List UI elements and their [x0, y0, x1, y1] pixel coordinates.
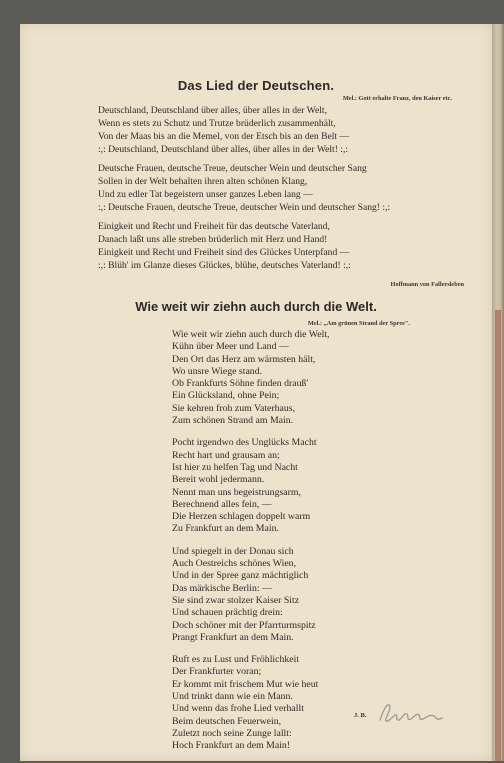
stanza [98, 220, 458, 272]
verse-line: Und zu edler Tat begeistern unser ganzes Leben lang — [98, 189, 313, 200]
verse-line: Die Herzen schlagen doppelt warm [172, 511, 311, 523]
verse-line: Ist hier zu helfen Tag und Nacht [172, 461, 298, 473]
verse-line: Sie sind zwar stolzer Kaiser Sitz [172, 594, 300, 606]
verse-line: :,: Blüh' im Glanze dieses Glückes, blühe, deutsches Vaterland! :,: [98, 260, 351, 271]
verse-line: Ein Glücksland, ohne Pein; [172, 390, 280, 402]
verse-line: Wie weit wir ziehn auch durch die Welt, [172, 329, 330, 340]
verse-line: Ob Frankfurts Söhne finden drauß' [172, 378, 309, 390]
verse-line: :,: Deutschland, Deutschland über alles, über alles in der Welt! :,: [98, 144, 349, 155]
verse-line: Sie kehren froh zum Vaterhaus, [172, 402, 296, 414]
song1-title: Das Lied der Deutschen. [177, 78, 335, 93]
verse-line: Ruft es zu Lust und Fröhlichkeit [172, 654, 300, 666]
verse-line: Nennt man uns begeistrungsarm, [172, 486, 301, 498]
song2-melody: Mel.: „Am grünen Strand der Spree". [307, 320, 410, 327]
verse-line: Pocht irgendwo des Unglücks Macht [172, 437, 317, 449]
handwritten-signature [376, 700, 446, 726]
verse-line: Den Ort das Herz am wärmsten hält, [172, 353, 316, 365]
verse-line: Recht hart und grausam an; [172, 449, 280, 461]
verse-line: Von der Maas bis an die Memel, von der Etsch bis an den Belt — [98, 131, 350, 142]
song1-lyrics [98, 104, 458, 278]
binding-ribbon [495, 310, 501, 761]
verse-line: Auch Oestreichs schönes Wien, [172, 558, 297, 570]
verse-line: Einigkeit und Recht und Freiheit für das deutsche Vaterland, [98, 221, 330, 232]
verse-line: Doch schöner mit der Pfarrturmspitz [172, 619, 316, 631]
verse-line: Beim deutschen Feuerwein, [172, 715, 282, 727]
verse-line: Zu Frankfurt an dem Main. [172, 523, 279, 535]
verse-line: Kühn über Meer und Land — [172, 341, 289, 353]
verse-line: Und schauen prächtig drein: [172, 607, 283, 619]
verse-line: Der Frankfurter voran; [172, 666, 262, 678]
verse-line: Und in der Spree ganz mächtiglich [172, 570, 309, 582]
page-sheet [20, 24, 492, 761]
verse-line: Zuletzt noch seine Zunge lallt: [172, 727, 292, 739]
verse-line: :,: Deutsche Frauen, deutsche Treue, deutscher Wein und deutscher Sang! :,: [98, 202, 391, 213]
song2-title: Wie weit wir ziehn auch durch die Welt. [135, 299, 377, 314]
verse-line: Danach laßt uns alle streben brüderlich mit Herz und Hand! [98, 234, 328, 245]
verse-line: Wo unsre Wiege stand. [172, 365, 263, 377]
verse-line: Bereit wohl jedermann. [172, 474, 265, 486]
verse-line: Deutsche Frauen, deutsche Treue, deutscher Wein und deutscher Sang [98, 163, 367, 174]
verse-line: Und wenn das frohe Lied verhallt [172, 703, 304, 715]
stanza [172, 546, 422, 644]
verse-line: Wenn es stets zu Schutz und Trutze brüderlich zusammenhält, [98, 118, 336, 129]
stanza [172, 329, 422, 427]
song1-author: Hoffmann von Fallersleben [390, 281, 464, 288]
verse-line: Das märkische Berlin: — [172, 582, 272, 594]
verse-line: Und trinkt dann wie ein Mann. [172, 691, 293, 703]
verse-line: Zum schönen Strand am Main. [172, 415, 294, 427]
verse-line: Sollen in der Welt behalten ihren alten schönen Klang, [98, 176, 308, 187]
song2-lyrics [172, 329, 422, 763]
verse-line: Und spiegelt in der Donau sich [172, 545, 294, 557]
stanza [98, 162, 458, 214]
verse-line: Hoch Frankfurt an dem Main! [172, 740, 291, 752]
verse-line: Prangt Frankfurt an dem Main. [172, 631, 294, 643]
song1-melody: Mel.: Gott erhalte Franz, den Kaiser etc. [342, 95, 452, 102]
verse-line: Einigkeit und Recht und Freiheit sind des Glückes Unterpfand — [98, 247, 350, 258]
song2-initials: J. B. [354, 712, 367, 719]
stanza [98, 104, 458, 156]
verse-line: Deutschland, Deutschland über alles, über alles in der Welt, [98, 105, 327, 116]
verse-line: Er kommt mit frischem Mut wie heut [172, 678, 319, 690]
stanza [172, 437, 422, 535]
verse-line: Berechnend alles fein, — [172, 498, 272, 510]
